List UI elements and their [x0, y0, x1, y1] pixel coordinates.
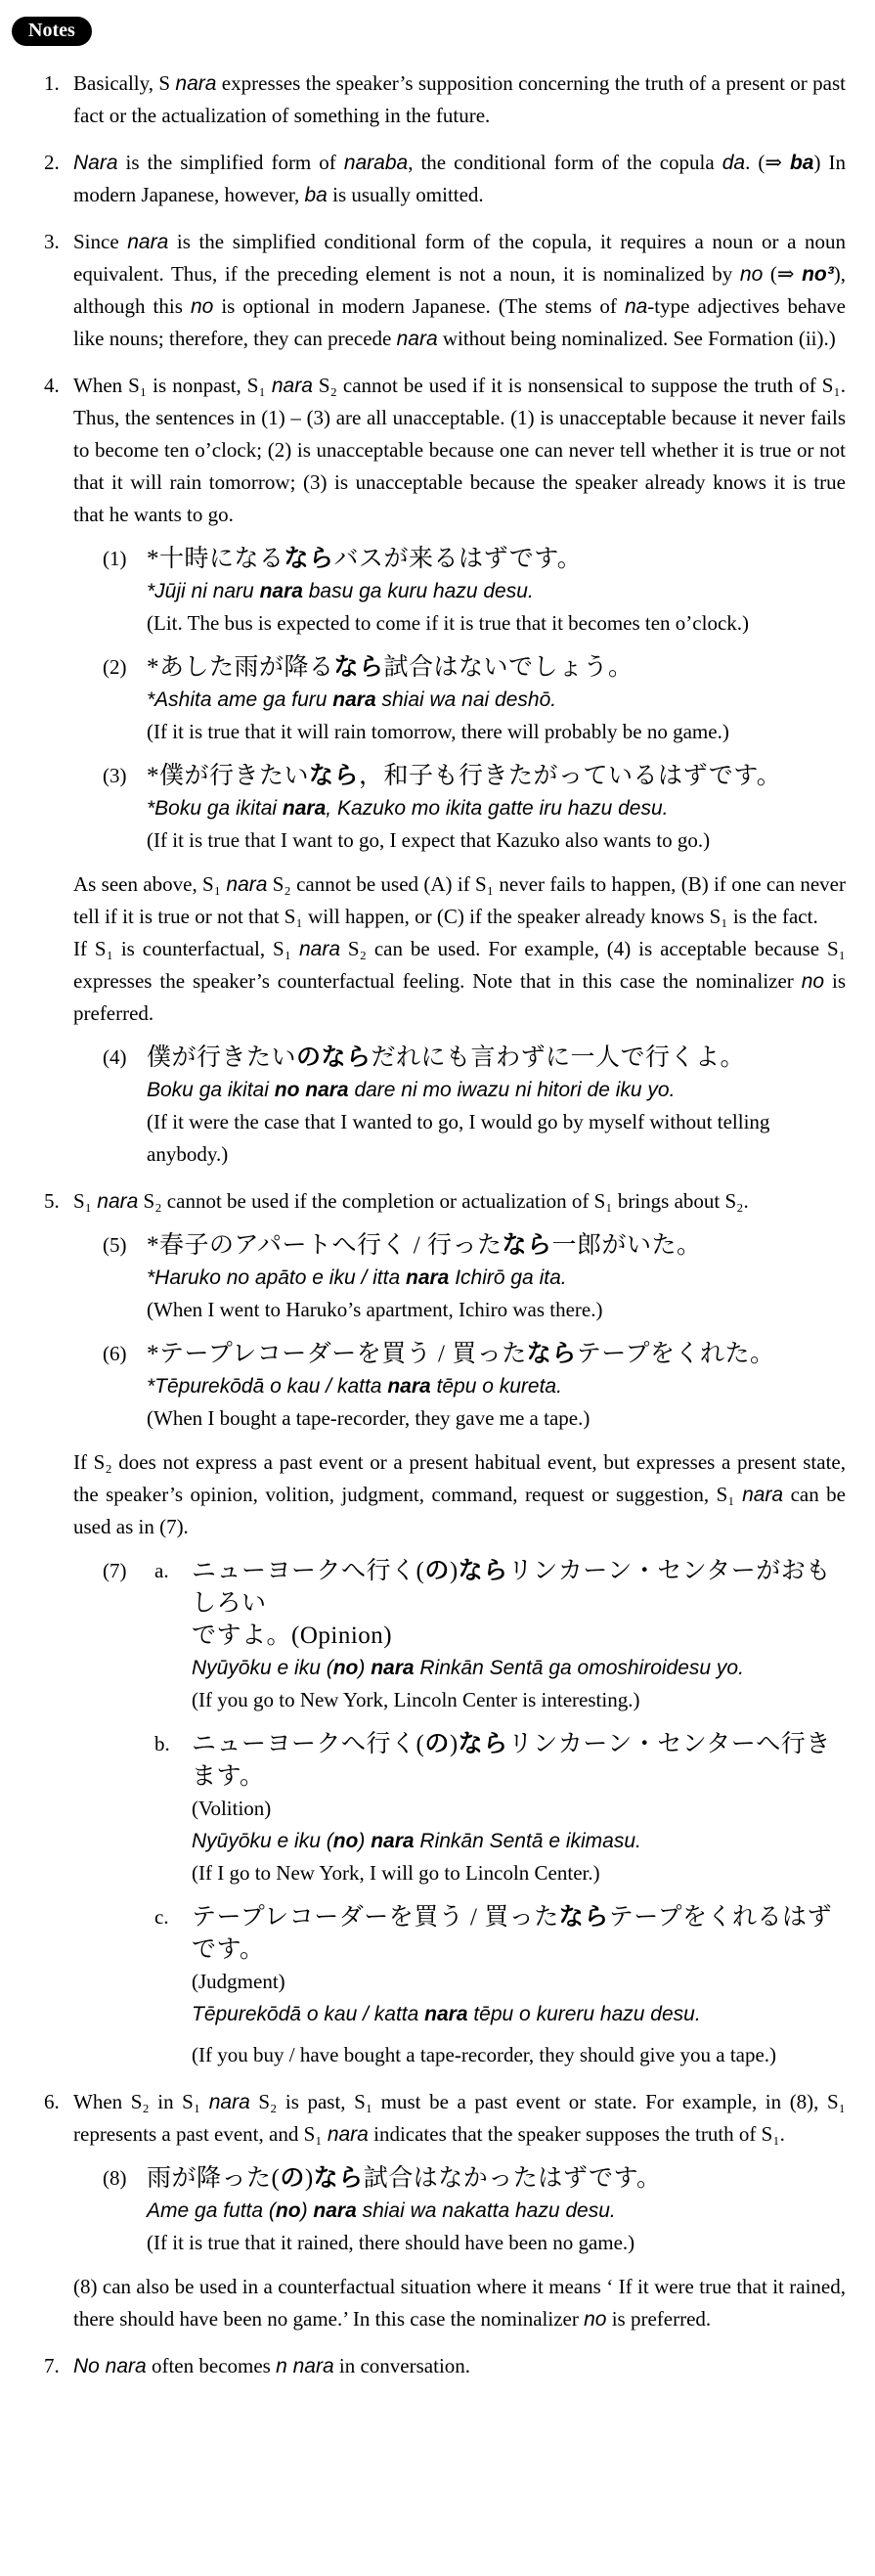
text-segment: , Kazuko mo ikita gatte iru hazu desu. — [326, 797, 669, 820]
text-segment: nara — [396, 328, 438, 350]
text-segment: nara — [371, 1657, 415, 1679]
text-segment: *Boku ga ikitai — [147, 797, 283, 820]
text-segment: ニューヨークへ行く( — [192, 1731, 425, 1757]
example-number: (5) — [103, 1233, 127, 1257]
example-sub-item — [147, 1728, 846, 1889]
text-segment: Rinkān Sentā e ikimasu. — [414, 1830, 641, 1852]
text-segment: naraba — [343, 152, 409, 174]
example-number: (7) — [103, 1559, 127, 1582]
example-block — [73, 1555, 846, 2071]
text-segment: tēpu o kureru hazu desu. — [467, 2003, 701, 2025]
text-segment: 試合はないでしょう。 — [383, 654, 634, 681]
text-segment: *十時になる — [147, 546, 284, 572]
translation-line — [192, 1966, 846, 1998]
text-segment: ) — [304, 2165, 314, 2192]
text-segment: nara — [406, 1266, 450, 1289]
text-segment: dare ni mo iwazu ni hitori de iku yo. — [348, 1079, 676, 1101]
text-segment: (If it is true that it rained, there should have been no game.) — [147, 2231, 635, 2254]
text-segment: ) — [300, 2199, 314, 2222]
text-segment: なら — [502, 1232, 552, 1259]
text-segment: no — [332, 1830, 359, 1852]
text-segment: If S₁ is counterfactual, S₁ — [73, 937, 299, 960]
text-segment: nara — [327, 2123, 369, 2146]
text-segment: (If it is true that it will rain tomorrow, there will probably be no game.) — [147, 720, 729, 743]
text-segment: Tēpurekōdā o kau / katta — [192, 2003, 425, 2025]
example-letter: a. — [154, 1559, 169, 1582]
text-segment: *僕が行きたい — [147, 763, 310, 789]
romaji-line — [192, 1825, 846, 1857]
text-segment: indicates that the speaker supposes the truth of S₁. — [368, 2122, 785, 2146]
note-item — [12, 147, 846, 211]
text-segment: Basically, S — [73, 71, 176, 95]
note-paragraph — [73, 147, 846, 211]
text-segment: (If you buy / have bought a tape-recorder, they should give you a tape.) — [192, 2043, 777, 2066]
translation-line — [147, 716, 846, 748]
example-content — [147, 1042, 846, 1171]
japanese-line — [147, 760, 846, 792]
example-number: (1) — [103, 547, 127, 570]
example-number: (6) — [103, 1342, 127, 1365]
example-block — [73, 651, 846, 748]
japanese-line — [147, 2162, 846, 2195]
text-segment: no nara — [274, 1079, 349, 1101]
note-item — [12, 67, 846, 132]
text-segment: のなら — [296, 1044, 372, 1071]
note-number: 3. — [44, 230, 60, 253]
translation-line — [147, 1106, 846, 1171]
note-number: 2. — [44, 151, 60, 174]
text-segment: *Jūji ni naru — [147, 580, 260, 602]
text-segment: バスが来るはずです。 — [333, 546, 583, 572]
text-segment: nara — [127, 231, 169, 253]
text-segment: なら — [333, 654, 384, 681]
text-segment: (When I bought a tape-recorder, they gave me a tape.) — [147, 1406, 591, 1430]
romaji-line — [147, 575, 846, 607]
text-segment: expresses the speaker’s supposition concerning the truth of a present or past fact or the actualization of something in the future. — [73, 71, 846, 127]
text-segment: . (⇒ — [745, 151, 790, 174]
text-segment: When S₁ is nonpast, S₁ — [73, 374, 272, 397]
text-segment: の — [280, 2165, 305, 2192]
text-segment: (When I went to Haruko’s apartment, Ichiro was there.) — [147, 1298, 603, 1321]
example-block — [73, 543, 846, 640]
text-segment: ) — [358, 1657, 372, 1679]
text-segment: No nara — [73, 2355, 147, 2377]
japanese-line — [147, 1229, 846, 1262]
text-segment: なら — [526, 1341, 577, 1367]
translation-line — [147, 824, 846, 857]
example-content — [192, 1901, 846, 2071]
text-segment: (If I go to New York, I will go to Lincoln Center.) — [192, 1861, 600, 1885]
text-segment: nara — [298, 938, 340, 960]
text-segment: ba — [789, 152, 814, 174]
text-segment: no — [801, 970, 825, 993]
text-segment: ) — [358, 1830, 372, 1852]
note-paragraph — [73, 2350, 846, 2382]
text-segment: shiai wa nakatta hazu desu. — [356, 2199, 616, 2222]
japanese-line — [147, 651, 846, 684]
example-content — [147, 1338, 846, 1435]
text-segment: is preferred. — [606, 2307, 712, 2331]
japanese-line — [192, 1555, 846, 1620]
example-content — [147, 543, 846, 640]
translation-line — [147, 607, 846, 640]
text-segment: (Judgment) — [192, 1970, 285, 1993]
text-segment: ) — [449, 1558, 459, 1584]
text-segment: nara — [226, 873, 268, 896]
japanese-line — [192, 1620, 846, 1652]
notes-badge-label: Notes — [28, 20, 75, 41]
text-segment: often becomes — [146, 2354, 277, 2377]
note-number: 7. — [44, 2354, 60, 2377]
text-segment: *春子のアパートへ行く / 行った — [147, 1232, 503, 1259]
translation-line — [147, 1294, 846, 1326]
text-segment: ), although this — [73, 262, 847, 318]
text-segment: S₁ — [73, 1189, 98, 1213]
text-segment: nara — [742, 1484, 784, 1506]
text-segment: is the simplified form of — [117, 151, 344, 174]
text-segment: (⇒ — [763, 262, 803, 286]
text-segment: *Haruko no apāto e iku / itta — [147, 1266, 406, 1289]
example-number: (2) — [103, 655, 127, 679]
text-segment: Since — [73, 230, 128, 253]
note-item — [12, 2350, 846, 2382]
text-segment: no — [332, 1657, 359, 1679]
romaji-line — [147, 1262, 846, 1294]
text-segment: *テープレコーダーを買う / 買った — [147, 1341, 527, 1367]
text-segment: nara — [371, 1830, 415, 1852]
example-block — [73, 2162, 846, 2259]
text-segment: no — [584, 2308, 607, 2331]
example-sub-item — [147, 1901, 846, 2071]
example-content — [147, 2162, 846, 2259]
example-block — [73, 1229, 846, 1326]
note-paragraph — [73, 1185, 846, 1218]
text-segment: without being nominalized. See Formation (ii).) — [437, 327, 836, 350]
text-segment: ) In modern Japanese, however, — [73, 151, 846, 206]
text-segment: リンカーン・センターへ行きます。 — [192, 1731, 831, 1790]
example-content — [192, 1728, 846, 1889]
note-paragraph — [73, 226, 846, 355]
text-segment: だれにも言わずに一人で行くよ。 — [371, 1044, 746, 1071]
text-segment: in conversation. — [333, 2354, 471, 2377]
note-paragraph — [73, 2086, 846, 2151]
romaji-line — [147, 792, 846, 824]
text-segment: ba — [304, 184, 328, 206]
romaji-line — [147, 684, 846, 716]
text-segment: S₂ cannot be used (A) if S₁ never fails to happen, (B) if one can never tell if it is true or not that S₁ will happen, or (C) if the speaker already knows S₁ is the fact. — [73, 872, 846, 928]
text-segment: nara — [208, 2091, 250, 2113]
note-number: 6. — [44, 2090, 60, 2113]
text-segment: is preferred. — [73, 969, 846, 1025]
note-paragraph — [73, 67, 846, 132]
text-segment: ) — [449, 1731, 459, 1757]
text-segment: (Volition) — [192, 1797, 272, 1820]
text-segment: , the conditional form of the copula — [408, 151, 722, 174]
text-segment: nara — [282, 797, 327, 820]
note-number: 5. — [44, 1189, 60, 1213]
romaji-line — [192, 1652, 846, 1684]
text-segment: shiai wa nai deshō. — [375, 688, 557, 711]
example-content — [147, 651, 846, 748]
text-segment: Boku ga ikitai — [147, 1079, 275, 1101]
text-segment: nara — [424, 2003, 468, 2025]
text-segment: 一郎がいた。 — [551, 1232, 702, 1259]
note-item — [12, 370, 846, 1171]
translation-line — [192, 1793, 846, 1825]
example-number: (4) — [103, 1045, 127, 1069]
note-paragraph — [73, 868, 846, 933]
text-segment: no — [275, 2199, 301, 2222]
text-segment: is usually omitted. — [327, 183, 484, 206]
text-segment: -type adjectives behave like nouns; therefore, they can precede — [73, 294, 846, 350]
text-segment: nara — [387, 1375, 431, 1398]
text-segment: S₂ can be used. For example, (4) is acceptable because S₁ expresses the speaker’s counterfactual feeling. Note that in this case the nominalizer — [73, 937, 846, 993]
note-item — [12, 2086, 846, 2335]
text-segment: (If it were the case that I wanted to go, I would go by myself without telling anybody.) — [147, 1110, 770, 1166]
text-segment: nara — [332, 688, 376, 711]
text-segment: Nara — [73, 152, 118, 174]
text-segment: S₂ cannot be used if it is nonsensical to suppose the truth of S₁. Thus, the sentences in (1) – (3) are all unacceptable. (1) is unacceptable because it never fails to become ten o’clock; (2) is unacceptable because one can never tell whether it is true or not that it will rain tomorrow; (3) is unacceptable because the speaker already knows it is true that he wants to go. — [73, 374, 846, 526]
text-segment: なら — [458, 1558, 508, 1584]
translation-line — [192, 1857, 846, 1889]
text-segment: Rinkān Sentā ga omoshiroidesu yo. — [414, 1657, 744, 1679]
japanese-line — [147, 1338, 846, 1370]
text-segment: no — [190, 295, 214, 318]
example-block — [73, 1338, 846, 1435]
text-segment: *あした雨が降る — [147, 654, 334, 681]
text-segment: ですよ。 — [192, 1622, 292, 1649]
translation-line — [147, 1402, 846, 1435]
text-segment: nara — [271, 375, 313, 397]
text-segment: S₂ cannot be used if the completion or actualization of S₁ brings about S₂. — [138, 1189, 749, 1213]
text-segment: *Ashita ame ga furu — [147, 688, 333, 711]
text-segment: S₂ is past, S₁ must be a past event or state. For example, in (8), S₁ represents a past event, and S₁ — [73, 2090, 846, 2146]
note-paragraph — [73, 933, 846, 1030]
text-segment: テープをくれるはずです。 — [192, 1904, 832, 1963]
text-segment: (Lit. The bus is expected to come if it is true that it becomes ten o’clock.) — [147, 611, 750, 635]
example-letter: b. — [154, 1732, 170, 1755]
example-block — [73, 1042, 846, 1171]
text-segment: n nara — [276, 2355, 334, 2377]
romaji-line — [192, 1998, 846, 2030]
note-item — [12, 226, 846, 355]
note-number: 4. — [44, 374, 60, 397]
note-paragraph — [73, 2271, 846, 2335]
text-segment: なら — [313, 2165, 364, 2192]
text-segment: na — [624, 295, 648, 318]
text-segment: Nyūyōku e iku ( — [192, 1657, 333, 1679]
text-segment: When S₂ in S₁ — [73, 2090, 209, 2113]
example-content — [192, 1555, 846, 1716]
japanese-line — [192, 1728, 846, 1793]
text-segment: テープレコーダーを買う / 買った — [192, 1904, 559, 1931]
text-segment: nara — [313, 2199, 357, 2222]
text-segment: (Opinion) — [291, 1622, 393, 1649]
japanese-line — [192, 1901, 846, 1966]
text-segment: no — [739, 263, 764, 286]
text-segment: 僕が行きたい — [147, 1044, 297, 1071]
text-segment: nara — [175, 72, 217, 95]
text-segment: ニューヨークへ行く( — [192, 1558, 425, 1584]
japanese-line — [147, 1042, 846, 1074]
note-item — [12, 1185, 846, 2071]
text-segment: no³ — [802, 263, 834, 286]
text-segment: can be used as in (7). — [73, 1483, 846, 1538]
translation-line — [192, 1684, 846, 1716]
notes-list — [12, 67, 846, 2382]
text-segment: is the simplified conditional form of the copula, it requires a noun or a noun equivalent. Thus, if the preceding element is not a noun, it is nominalized by — [73, 230, 847, 286]
note-paragraph — [73, 1446, 846, 1543]
japanese-line — [147, 543, 846, 575]
note-paragraph — [73, 370, 846, 531]
romaji-line — [147, 1370, 846, 1402]
text-segment: (If you go to New York, Lincoln Center is interesting.) — [192, 1688, 640, 1711]
text-segment: の — [424, 1558, 450, 1584]
text-segment: Ame ga futta ( — [147, 2199, 276, 2222]
text-segment: Nyūyōku e iku ( — [192, 1830, 333, 1852]
text-segment: なら — [558, 1904, 609, 1931]
text-segment: tēpu o kureta. — [430, 1375, 562, 1398]
text-segment: (If it is true that I want to go, I expect that Kazuko also wants to go.) — [147, 828, 711, 852]
text-segment: Ichirō ga ita. — [449, 1266, 567, 1289]
text-segment: ，和子も行きたがっているはずです。 — [359, 763, 782, 789]
romaji-line — [147, 1074, 846, 1106]
example-number: (3) — [103, 764, 127, 787]
translation-line — [147, 2227, 846, 2259]
example-content — [147, 1229, 846, 1326]
text-segment: テープをくれた。 — [576, 1341, 775, 1367]
text-segment: なら — [458, 1731, 508, 1757]
text-segment: da — [722, 152, 746, 174]
text-segment: basu ga kuru hazu desu. — [302, 580, 534, 602]
text-segment: nara — [259, 580, 303, 602]
text-segment: の — [424, 1731, 450, 1757]
example-sub-item — [147, 1555, 846, 1716]
example-letter: c. — [154, 1905, 169, 1929]
translation-line — [192, 2039, 846, 2071]
text-segment: As seen above, S₁ — [73, 872, 227, 896]
text-segment: なら — [309, 763, 360, 789]
text-segment: *Tēpurekōdā o kau / katta — [147, 1375, 388, 1398]
text-segment: 試合はなかったはずです。 — [363, 2165, 662, 2192]
text-segment: なら — [284, 546, 334, 572]
text-segment: If S₂ does not express a past event or a present habitual event, but expresses a present state, the speaker’s opinion, volition, judgment, command, request or suggestion, S₁ — [73, 1450, 846, 1506]
example-content — [147, 760, 846, 857]
text-segment: is optional in modern Japanese. (The stems of — [213, 294, 625, 318]
example-block — [73, 760, 846, 857]
note-number: 1. — [44, 71, 60, 95]
text-segment: 雨が降った( — [147, 2165, 281, 2192]
example-number: (8) — [103, 2166, 127, 2190]
notes-badge — [12, 17, 92, 46]
text-segment: nara — [97, 1190, 139, 1213]
romaji-line — [147, 2195, 846, 2227]
text-segment: (8) can also be used in a counterfactual situation where it means ‘ If it were true that it rained, there should have been no game.’ In this case the nominalizer — [73, 2275, 846, 2331]
text-segment: リンカーン・センターがおもしろい — [192, 1558, 831, 1617]
